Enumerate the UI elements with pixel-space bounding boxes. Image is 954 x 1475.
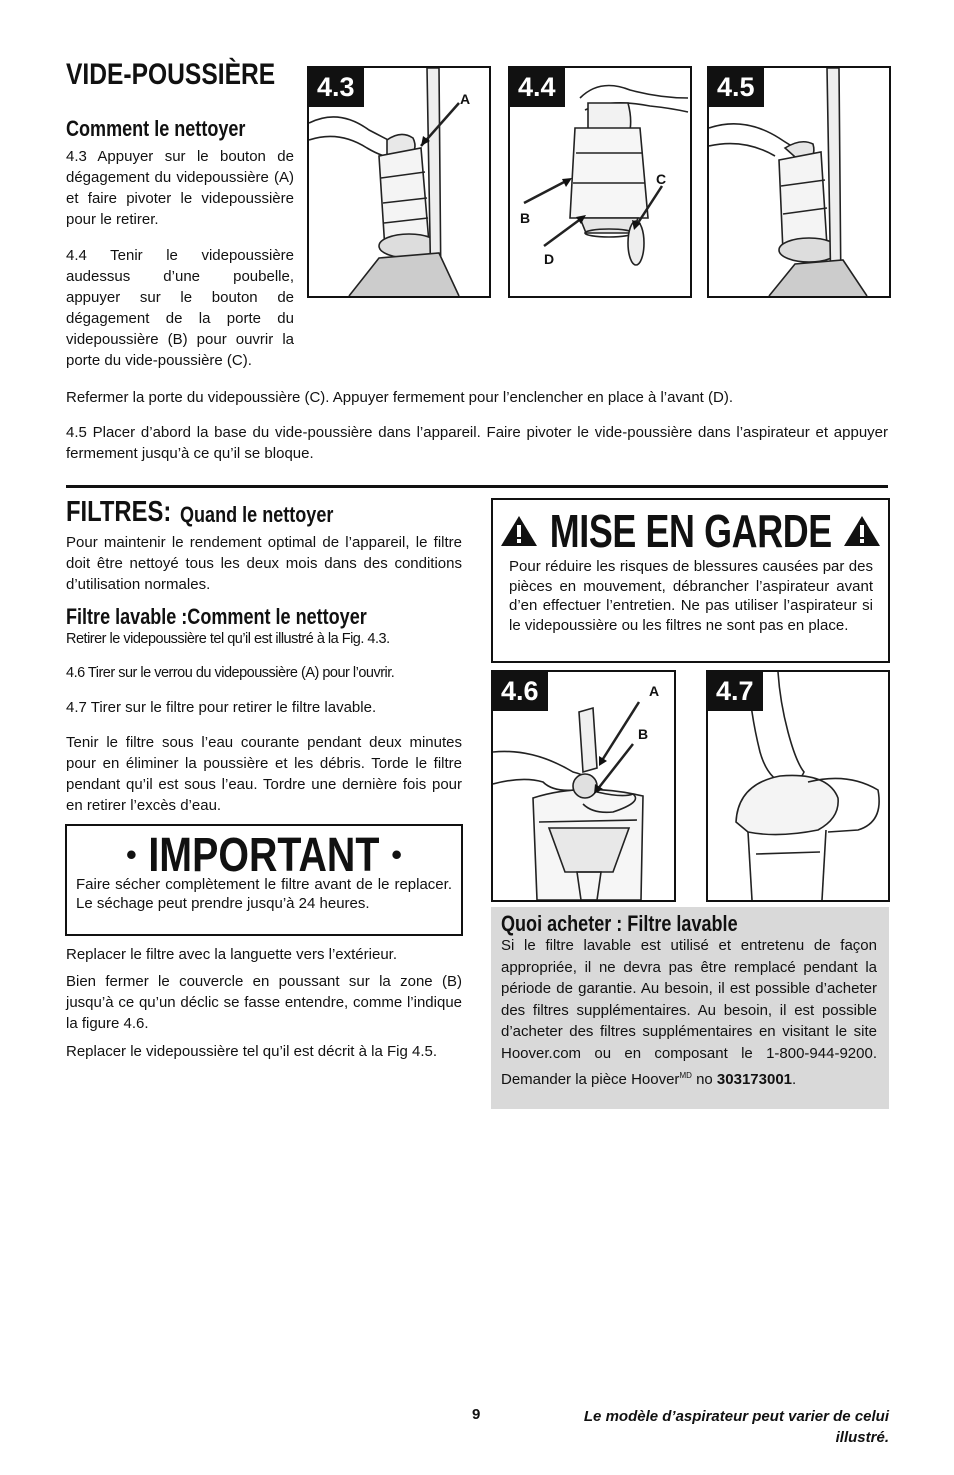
figure-4-4-letter-d: D — [544, 251, 555, 267]
figure-4-4 — [508, 66, 692, 298]
important-box — [65, 824, 463, 936]
part-suffix: . — [792, 1070, 797, 1088]
text-step-4-4: 4.4 Tenir le videpoussière audessus d’une poubelle, appuyer sur le bouton de dégagement de la porte du videpoussière (B) pour ouvrir la porte du vide-poussière (C). — [66, 247, 294, 369]
figure-4-4-label: 4.4 — [510, 68, 565, 107]
important-title: IMPORTANT — [148, 829, 380, 882]
buy-title: Quoi acheter : Filtre lavable — [501, 911, 738, 936]
figure-4-3-letter-a: A — [460, 91, 471, 107]
filters-title: FILTRES: — [66, 496, 172, 528]
figure-4-5 — [707, 66, 891, 298]
figure-4-6-label: 4.6 — [493, 672, 548, 711]
figure-4-6-letter-a: A — [649, 683, 660, 699]
section-title-dust-cup: VIDE-POUSSIÈRE — [66, 58, 276, 91]
text-filters-intro: Pour maintenir le rendement optimal de l’appareil, le filtre doit être nettoyé tous les deux mois dans des conditions d’utilisation normales. — [66, 534, 462, 593]
section-title-filters — [66, 496, 194, 529]
text-replace-filter: Replacer le filtre avec la languette vers l’extérieur. — [66, 946, 397, 963]
figure-4-6 — [491, 670, 676, 902]
figure-4-5-label: 4.5 — [709, 68, 764, 107]
text-step-4-3: 4.3 Appuyer sur le bouton de dégagement du videpoussière (A) et faire pivoter le videpoussière pour le retirer. — [66, 148, 294, 228]
text-step-4-7: 4.7 Tirer sur le filtre pour retirer le filtre lavable. — [66, 699, 377, 716]
figure-4-3-label: 4.3 — [309, 68, 364, 107]
buy-text-body: Si le filtre lavable est utilisé et entretenu de façon appropriée, il ne devra pas être remplacé pendant la période de garantie. Au besoin, il est possible d’acheter des filtres supplémentaires. Au besoin, il est possible d’acheter des filtres supplémentaires en visitant le site Hoover.com ou en composant le 1-800-944-9200. Demander la pièce Hoover — [501, 937, 877, 1088]
bullet-icon: • — [126, 838, 137, 872]
trademark-md: MD — [679, 1070, 692, 1080]
page-number: 9 — [472, 1406, 481, 1423]
part-prefix: no — [696, 1070, 713, 1088]
text-close-cover: Bien fermer le couvercle en poussant sur la zone (B) jusqu’à ce qu’un déclic se fasse entendre, comme l’indique la figure 4.6. — [66, 973, 462, 1032]
text-step-4-5: 4.5 Placer d’abord la base du vide-poussière dans l’appareil. Faire pivoter le vide-poussière dans l’aspirateur et appuyer fermement jusqu’à ce qu’il se bloque. — [66, 424, 888, 462]
subtitle-washable-filter: Filtre lavable :Comment le nettoyer — [66, 604, 367, 629]
warning-heading — [493, 504, 888, 558]
warning-text: Pour réduire les risques de blessures causées par des pièces en mouvement, débrancher l’aspirateur avant d’en effectuer l’entretien. Ne pas utiliser l’aspirateur si le videpoussière ou les filtres ne sont pas en place. — [509, 558, 873, 634]
text-reinstall-dust-cup: Replacer le videpoussière tel qu’il est décrit à la Fig 4.5. — [66, 1043, 438, 1060]
footer-note: Le modèle d’aspirateur peut varier de celui illustré. — [583, 1408, 889, 1446]
text-remove-dust-cup: Retirer le videpoussière tel qu’il est illustré à la Fig. 4.3. — [66, 631, 390, 647]
text-wash-filter: Tenir le filtre sous l’eau courante pendant deux minutes pour en éliminer la poussière et les débris. Torde le filtre pendant qu’il est sous l’eau. Tordre une dernière fois pour en retirer l’excès d’eau. — [66, 734, 462, 814]
figure-4-4-letter-b: B — [520, 210, 531, 226]
filters-title-sub: Quand le nettoyer — [180, 502, 334, 527]
figure-4-7-label: 4.7 — [708, 672, 763, 711]
figure-4-4-letter-c: C — [656, 171, 667, 187]
figure-4-7 — [706, 670, 890, 902]
part-number: 303173001 — [716, 1070, 793, 1088]
buy-box — [491, 907, 889, 1109]
important-text: Faire sécher complètement le filtre avant de le replacer. Le séchage peut prendre jusqu’à 24 heures. — [76, 876, 452, 912]
section-subtitle-how-to-clean: Comment le nettoyer — [66, 116, 246, 141]
figure-4-6-letter-b: B — [638, 726, 649, 742]
figure-4-3 — [307, 66, 491, 298]
text-step-4-6: 4.6 Tirer sur le verrou du videpoussière (A) pour l’ouvrir. — [66, 665, 395, 681]
warning-box — [491, 498, 890, 663]
warning-triangle-icon — [842, 514, 882, 548]
text-close-door: Refermer la porte du videpoussière (C). Appuyer fermement pour l’enclencher en place à l’avant (D). — [66, 389, 733, 406]
warning-title: MISE EN GARDE — [549, 505, 832, 557]
bullet-icon: • — [391, 838, 402, 872]
buy-text — [501, 935, 877, 1090]
warning-triangle-icon — [499, 514, 539, 548]
section-divider — [66, 485, 888, 488]
